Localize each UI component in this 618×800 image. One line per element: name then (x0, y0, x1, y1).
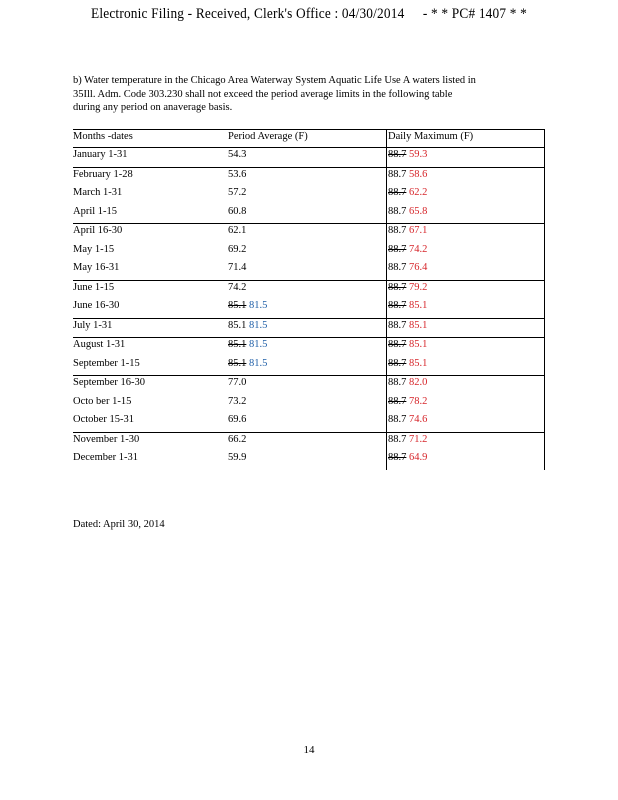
maximum-value: 88.7 (388, 433, 407, 445)
daily-maximum-cell (387, 451, 545, 470)
daily-maximum-cell (387, 186, 545, 205)
new-maximum-value: 76.4 (409, 262, 428, 273)
rule-paragraph (73, 74, 553, 115)
average-value: 57.2 (228, 187, 247, 198)
average-value: 59.9 (228, 452, 247, 463)
maximum-value: 88.7 (388, 205, 407, 217)
maximum-value: 88.7 (388, 377, 407, 388)
maximum-value: 88.7 (388, 319, 407, 331)
month-cell: October 15-31 (73, 414, 134, 425)
dated-line: Dated: April 30, 2014 (73, 519, 165, 530)
new-maximum-value: 82.0 (409, 377, 428, 388)
new-maximum-value: 58.6 (409, 168, 428, 180)
new-maximum-value: 74.2 (409, 243, 428, 255)
struck-maximum: 88.7 (388, 187, 407, 198)
new-average-value: 81.5 (249, 300, 268, 311)
period-average-cell (228, 338, 387, 357)
table-row (73, 432, 545, 451)
new-average-value: 81.5 (249, 319, 268, 331)
daily-maximum-cell (387, 148, 545, 168)
struck-maximum: 88.7 (388, 339, 407, 350)
paragraph-line: 35Ill. Adm. Code 303.230 shall not exceed the period average limits in the following table (73, 88, 453, 100)
daily-maximum-cell (387, 395, 545, 414)
average-value: 53.6 (228, 168, 247, 180)
new-maximum-value: 64.9 (409, 452, 428, 463)
period-average-cell (228, 318, 387, 338)
daily-maximum-cell (387, 261, 545, 280)
daily-maximum-cell (387, 357, 545, 376)
daily-maximum-cell (387, 413, 545, 432)
table-row (73, 280, 545, 299)
month-cell: June 1-15 (73, 280, 228, 299)
period-average-cell (228, 376, 387, 395)
new-maximum-value: 62.2 (409, 187, 428, 198)
average-value: 54.3 (228, 149, 247, 160)
month-cell: September 16-30 (73, 376, 228, 395)
table-row (73, 395, 545, 414)
table-row (73, 338, 545, 357)
table-row (73, 413, 545, 432)
average-value: 73.2 (228, 395, 247, 407)
month-cell: February 1-28 (73, 167, 228, 186)
new-maximum-value: 78.2 (409, 395, 428, 407)
struck-maximum: 88.7 (388, 395, 407, 407)
new-maximum-value: 85.1 (409, 300, 428, 311)
paragraph-line: during any period on anaverage basis. (73, 102, 233, 113)
daily-maximum-cell (387, 376, 545, 395)
month-cell: July 1-31 (73, 318, 228, 338)
daily-maximum-cell (387, 224, 545, 243)
table-row (73, 243, 545, 262)
period-average-cell (228, 167, 387, 186)
new-maximum-value: 71.2 (409, 433, 428, 445)
table-row (73, 376, 545, 395)
page-number: 14 (303, 744, 315, 756)
new-maximum-value: 67.1 (409, 225, 428, 236)
table-row (73, 224, 545, 243)
period-average-cell (228, 357, 387, 376)
daily-maximum-cell (387, 338, 545, 357)
filing-header-left: Electronic Filing - Received, Clerk's Office : 04/30/2014 (91, 6, 405, 22)
header-daily-maximum: Daily Maximum (F) (387, 130, 545, 148)
month-cell: Octo ber 1-15 (73, 395, 132, 407)
table-header-row (73, 130, 545, 148)
daily-maximum-cell (387, 432, 545, 451)
table-row (73, 148, 545, 168)
average-value: 71.4 (228, 262, 247, 273)
month-cell: December 1-31 (73, 452, 139, 463)
period-average-cell (228, 432, 387, 451)
period-average-cell (228, 243, 387, 262)
average-value: 66.2 (228, 433, 247, 445)
new-average-value: 81.5 (249, 339, 268, 350)
maximum-value: 88.7 (388, 414, 407, 425)
period-average-cell (228, 413, 387, 432)
maximum-value: 88.7 (388, 262, 407, 273)
struck-maximum: 88.7 (388, 300, 407, 311)
month-cell: November 1-30 (73, 432, 228, 451)
table-row (73, 299, 545, 318)
average-value: 74.2 (228, 281, 247, 293)
period-average-cell (228, 186, 387, 205)
period-average-cell (228, 224, 387, 243)
maximum-value: 88.7 (388, 225, 407, 236)
struck-maximum: 88.7 (388, 452, 407, 463)
month-cell: April 1-15 (73, 205, 118, 217)
table-row (73, 261, 545, 280)
month-cell: May 1-15 (73, 243, 115, 255)
daily-maximum-cell (387, 167, 545, 186)
struck-maximum: 88.7 (388, 243, 407, 255)
struck-average: 85.1 (228, 300, 247, 311)
average-value: 62.1 (228, 225, 247, 236)
month-cell: March 1-31 (73, 187, 123, 198)
month-cell: January 1-31 (73, 148, 228, 168)
struck-average: 85.1 (228, 357, 247, 369)
average-value: 85.1 (228, 319, 247, 331)
new-maximum-value: 79.2 (409, 281, 428, 293)
new-maximum-value: 85.1 (409, 357, 428, 369)
average-value: 60.8 (228, 205, 247, 217)
table-row (73, 205, 545, 224)
filing-header (25, 6, 594, 23)
period-average-cell (228, 261, 387, 280)
header-months: Months -dates (73, 130, 228, 148)
table-row (73, 186, 545, 205)
period-average-cell (228, 395, 387, 414)
new-average-value: 81.5 (249, 357, 268, 369)
daily-maximum-cell (387, 243, 545, 262)
period-average-cell (228, 148, 387, 168)
month-cell: August 1-31 (73, 338, 228, 357)
daily-maximum-cell (387, 280, 545, 299)
month-cell: May 16-31 (73, 262, 120, 273)
temperature-table (73, 129, 545, 470)
period-average-cell (228, 451, 387, 470)
table-row (73, 451, 545, 470)
new-maximum-value: 85.1 (409, 319, 428, 331)
new-maximum-value: 65.8 (409, 205, 428, 217)
paragraph-line: b) Water temperature in the Chicago Area Waterway System Aquatic Life Use A waters listed in (73, 75, 476, 86)
average-value: 77.0 (228, 377, 247, 388)
filing-header-right: - * * PC# 1407 * * (422, 6, 527, 22)
struck-maximum: 88.7 (388, 149, 407, 160)
period-average-cell (228, 299, 387, 318)
new-maximum-value: 85.1 (409, 339, 428, 350)
struck-average: 85.1 (228, 339, 247, 350)
table-row (73, 167, 545, 186)
struck-maximum: 88.7 (388, 357, 407, 369)
month-cell: September 1-15 (73, 357, 140, 369)
average-value: 69.2 (228, 243, 247, 255)
daily-maximum-cell (387, 318, 545, 338)
daily-maximum-cell (387, 299, 545, 318)
new-maximum-value: 59.3 (409, 149, 428, 160)
average-value: 69.6 (228, 414, 247, 425)
period-average-cell (228, 280, 387, 299)
struck-maximum: 88.7 (388, 281, 407, 293)
header-period-average: Period Average (F) (228, 130, 387, 148)
table-row (73, 318, 545, 338)
new-maximum-value: 74.6 (409, 414, 428, 425)
maximum-value: 88.7 (388, 168, 407, 180)
month-cell: June 16-30 (73, 300, 120, 311)
daily-maximum-cell (387, 205, 545, 224)
month-cell: April 16-30 (73, 224, 228, 243)
period-average-cell (228, 205, 387, 224)
table-row (73, 357, 545, 376)
